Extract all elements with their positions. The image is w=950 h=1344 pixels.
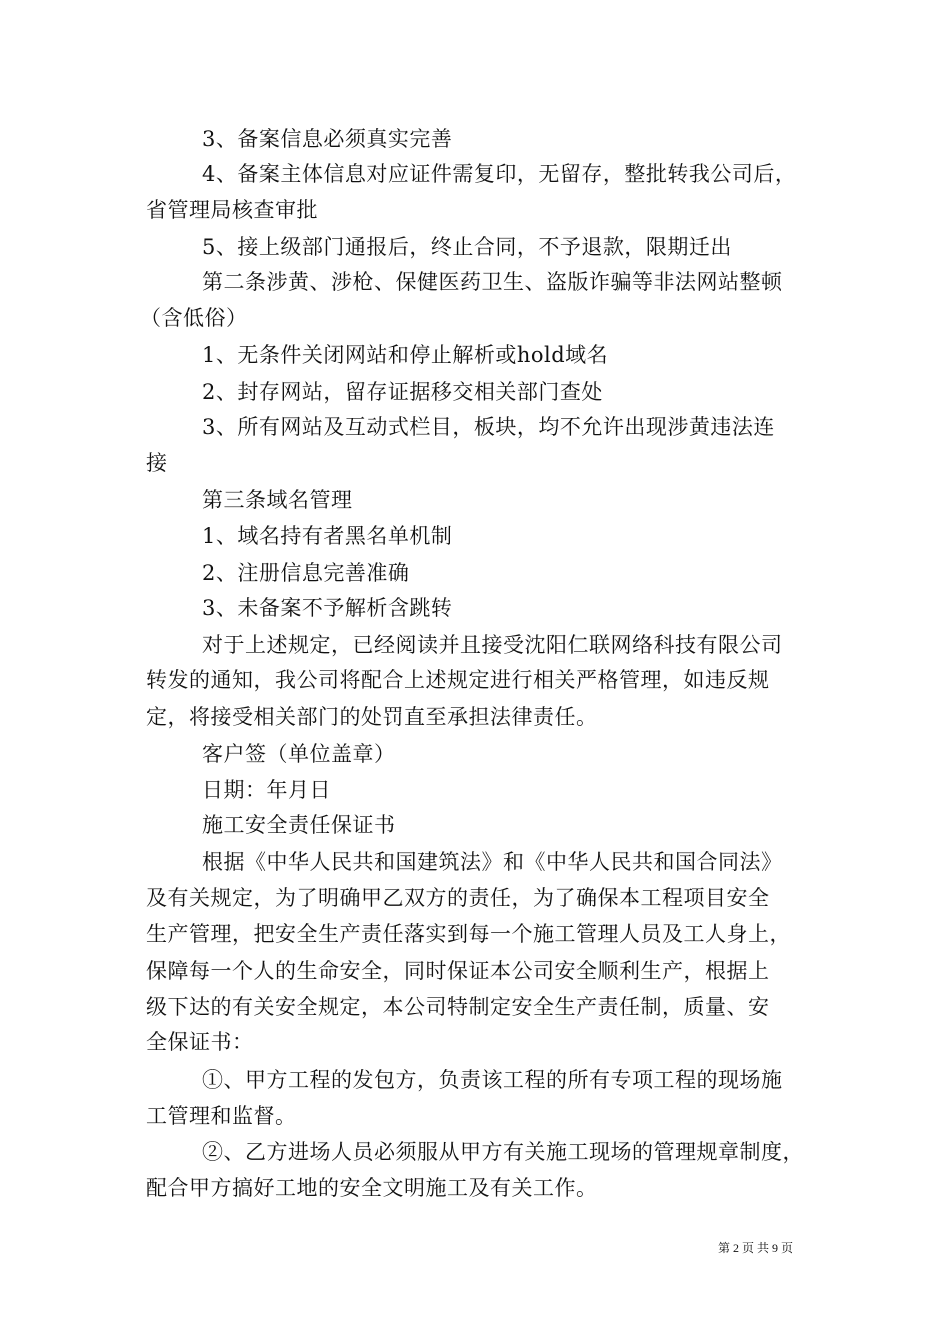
text-line: ②、乙方进场人员必须服从甲方有关施工现场的管理规章制度， xyxy=(202,1140,804,1164)
text-line: 保障每一个人的生命安全，同时保证本公司安全顺利生产，根据上 xyxy=(146,959,770,983)
text-line: 1、域名持有者黑名单机制 xyxy=(202,524,453,548)
document-title: 施工安全责任保证书 xyxy=(202,813,396,837)
text-line: （含低俗） xyxy=(140,306,248,330)
text-line: 定，将接受相关部门的处罚直至承担法律责任。 xyxy=(146,705,598,729)
text-line: 转发的通知，我公司将配合上述规定进行相关严格管理，如违反规 xyxy=(146,668,770,692)
date-label: 日期：年月日 xyxy=(202,778,331,802)
section-heading: 第三条域名管理 xyxy=(202,488,353,512)
text-line: 3、备案信息必须真实完善 xyxy=(202,127,453,151)
text-line: 2、注册信息完善准确 xyxy=(202,561,410,585)
text-line: 省管理局核查审批 xyxy=(146,198,318,222)
text-line: 配合甲方搞好工地的安全文明施工及有关工作。 xyxy=(146,1176,598,1200)
text-line: 及有关规定，为了明确甲乙双方的责任，为了确保本工程项目安全 xyxy=(146,886,770,910)
text-line: 接 xyxy=(146,451,168,475)
text-line: 工管理和监督。 xyxy=(146,1104,297,1128)
text-line: 生产管理，把安全生产责任落实到每一个施工管理人员及工人身上， xyxy=(146,922,791,946)
text-line: 4、备案主体信息对应证件需复印，无留存，整批转我公司后， xyxy=(202,162,797,186)
signature-label: 客户签（单位盖章） xyxy=(202,742,396,766)
text-line: 5、接上级部门通报后，终止合同，不予退款，限期迁出 xyxy=(202,235,732,259)
text-line: 2、封存网站，留存证据移交相关部门查处 xyxy=(202,380,603,404)
text-line: 全保证书： xyxy=(146,1030,254,1054)
text-line: 3、未备案不予解析含跳转 xyxy=(202,596,453,620)
section-heading: 第二条涉黄、涉枪、保健医药卫生、盗版诈骗等非法网站整顿 xyxy=(202,270,783,294)
text-line: ①、甲方工程的发包方，负责该工程的所有专项工程的现场施 xyxy=(202,1068,783,1092)
page-number: 第 2 页 共 9 页 xyxy=(718,1241,794,1255)
text-line: 对于上述规定，已经阅读并且接受沈阳仁联网络科技有限公司 xyxy=(202,633,783,657)
text-line: 根据《中华人民共和国建筑法》和《中华人民共和国合同法》 xyxy=(202,850,783,874)
text-line: 3、所有网站及互动式栏目，板块，均不允许出现涉黄违法连 xyxy=(202,415,775,439)
text-line: 级下达的有关安全规定，本公司特制定安全生产责任制，质量、安 xyxy=(146,995,770,1019)
text-line: 1、无条件关闭网站和停止解析或hold域名 xyxy=(202,343,609,367)
